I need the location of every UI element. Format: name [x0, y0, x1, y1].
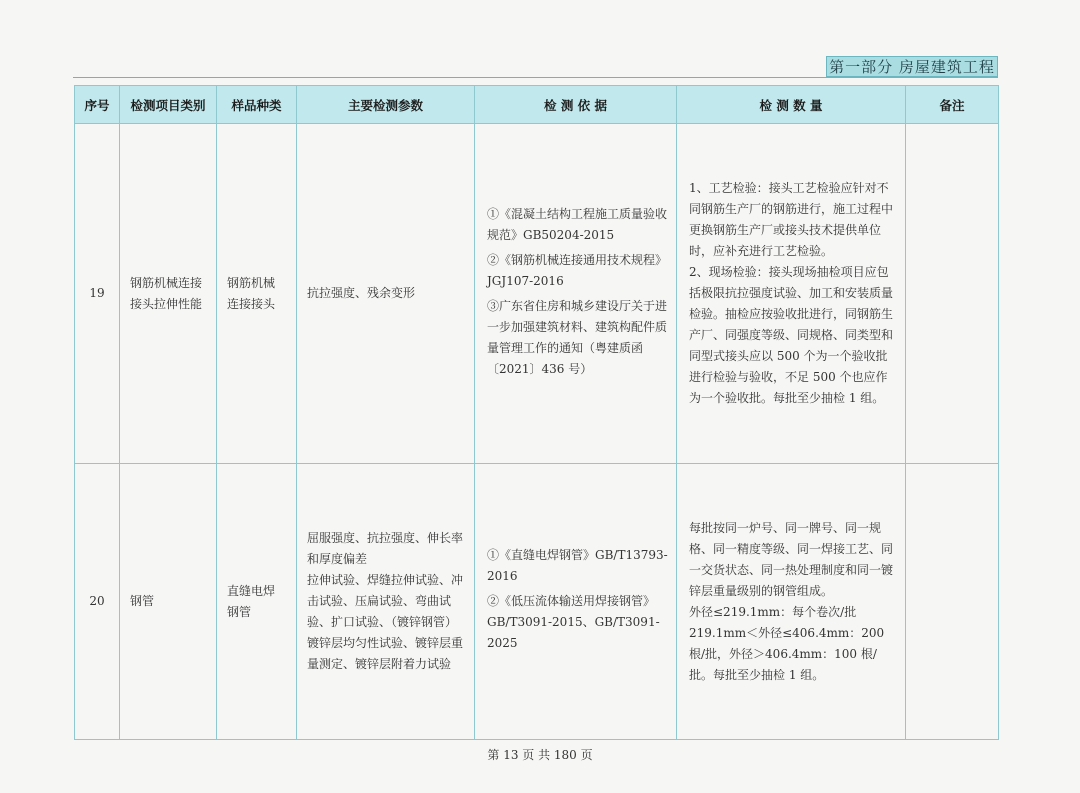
row-category: 钢筋机械连接接头拉伸性能 [120, 124, 217, 464]
quantity-item: 2、现场检验：接头现场抽检项目应包括极限抗拉强度试验、加工和安装质量检验。抽检应按验收批进行，同钢筋生产厂、同强度等级、同规格、同类型和同型式接头应以 500 个为一个验收批进行检验与验收，不足 500 个也应作为一个验收批。每批至少抽检 1 组。 [689, 265, 894, 405]
quantity-item: 外径≤219.1mm：每个卷次/批 [689, 604, 857, 619]
row-no: 19 [75, 124, 120, 464]
col-header-params: 主要检测参数 [297, 86, 475, 124]
basis-item: ②《钢筋机械连接通用技术规程》JGJ107-2016 [487, 252, 668, 288]
page-number: 第 13 页 共 180 页 [487, 748, 593, 762]
header-rule [73, 77, 998, 78]
table-header-row [75, 86, 999, 124]
col-header-remark: 备注 [906, 86, 999, 124]
row-params: 抗拉强度、残余变形 [297, 124, 475, 464]
quantity-item: 每批按同一炉号、同一牌号、同一规格、同一精度等级、同一焊接工艺、同一交货状态、同一热处理制度和同一镀锌层重量级别的钢管组成。 [689, 520, 894, 598]
row-quantity [677, 124, 906, 464]
col-header-basis: 检 测 依 据 [475, 86, 677, 124]
basis-item: ③广东省住房和城乡建设厅关于进一步加强建筑材料、建筑构配件质量管理工作的通知（粤建质函〔2021〕436 号） [487, 298, 668, 376]
row-no: 20 [75, 464, 120, 740]
param-item: 拉伸试验、焊缝拉伸试验、冲击试验、压扁试验、弯曲试验、扩口试验、（镀锌钢管）镀锌层均匀性试验、镀锌层重量测定、镀锌层附着力试验 [307, 573, 464, 671]
col-header-sample: 样品种类 [217, 86, 297, 124]
row-sample: 直缝电焊钢管 [217, 464, 297, 740]
row-category: 钢管 [120, 464, 217, 740]
inspection-table [74, 85, 999, 740]
col-header-no: 序号 [75, 86, 120, 124]
param-item: 屈服强度、抗拉强度、伸长率和厚度偏差 [307, 531, 464, 566]
row-basis [475, 124, 677, 464]
section-title-badge: 第一部分 房屋建筑工程 [826, 56, 998, 77]
row-remark [906, 124, 999, 464]
quantity-item: 1、工艺检验：接头工艺检验应针对不同钢筋生产厂的钢筋进行，施工过程中更换钢筋生产厂或接头技术提供单位时，应补充进行工艺检验。 [689, 181, 894, 258]
basis-item: ①《直缝电焊钢管》GB/T13793-2016 [487, 548, 668, 583]
basis-item: ②《低压流体输送用焊接钢管》GB/T3091-2015、GB/T3091-2025 [487, 594, 660, 650]
table-row [75, 124, 999, 464]
basis-item: ①《混凝土结构工程施工质量验收规范》GB50204-2015 [487, 206, 668, 242]
table-row [75, 464, 999, 740]
row-quantity [677, 464, 906, 740]
row-basis [475, 464, 677, 740]
quantity-item: 219.1mm＜外径≤406.4mm：200 根/批，外径＞406.4mm：100 根/批。每批至少抽检 1 组。 [689, 625, 885, 682]
col-header-category: 检测项目类别 [120, 86, 217, 124]
row-params [297, 464, 475, 740]
col-header-quantity: 检 测 数 量 [677, 86, 906, 124]
row-remark [906, 464, 999, 740]
row-sample: 钢筋机械连接接头 [217, 124, 297, 464]
